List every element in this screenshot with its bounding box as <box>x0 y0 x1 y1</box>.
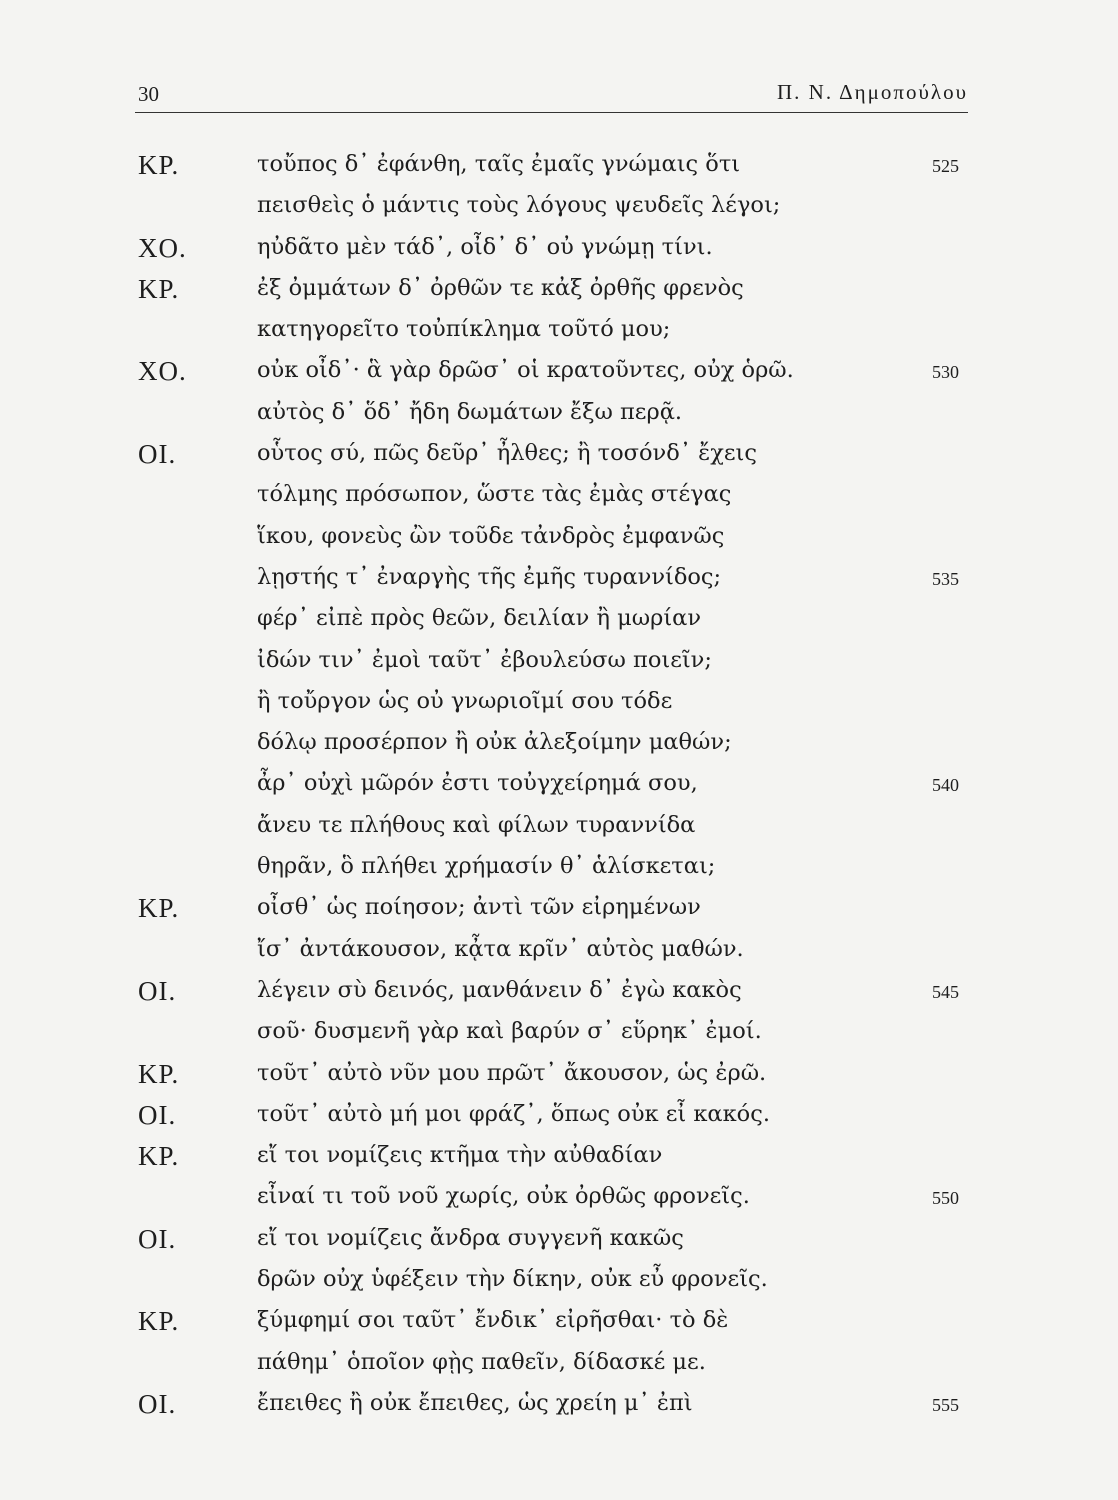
verse-text-line: οὐκ οἶδ᾽· ἃ γὰρ δρῶσ᾽ οἱ κρατοῦντες, οὐχ ὁρῶ. <box>257 357 794 384</box>
verse-line <box>0 604 1118 645</box>
speaker-label: ΟΙ. <box>138 1223 177 1254</box>
verse-line <box>0 728 1118 769</box>
verse-line <box>0 1017 1118 1058</box>
verse-text-line: τοῦτ᾽ αὐτὸ μή μοι φράζ᾽, ὅπως οὐκ εἶ κακός. <box>257 1100 770 1127</box>
verse-line <box>0 811 1118 852</box>
verse-text-line: ἐξ ὀμμάτων δ᾽ ὀρθῶν τε κἀξ ὀρθῆς φρενὸς <box>257 274 744 301</box>
verse-line <box>0 563 1118 604</box>
verse-text-line: κατηγορεῖτο τοὐπίκλημα τοῦτό μου; <box>257 316 671 343</box>
verse-line <box>0 150 1118 191</box>
line-number: 555 <box>932 1394 959 1415</box>
line-number: 525 <box>932 156 959 176</box>
verse-text-line: ἰδών τιν᾽ ἐμοὶ ταῦτ᾽ ἐβουλεύσω ποιεῖν; <box>257 646 712 673</box>
verse-line <box>0 1348 1118 1389</box>
verse-line <box>0 687 1118 728</box>
verse-line <box>0 274 1118 315</box>
verse-text-line: εἶναί τι τοῦ νοῦ χωρίς, οὐκ ὀρθῶς φρονεῖς. <box>257 1183 750 1210</box>
verse-line <box>0 976 1118 1017</box>
verse-text-line: αὐτὸς δ᾽ ὅδ᾽ ἤδη δωμάτων ἔξω περᾷ. <box>257 398 683 425</box>
verse-text-line: δρῶν οὐχ ὑφέξειν τὴν δίκην, οὐκ εὖ φρονεῖς. <box>257 1266 768 1293</box>
line-number: 530 <box>932 362 959 383</box>
verse-line <box>0 769 1118 810</box>
speaker-label: ΚΡ. <box>138 1058 180 1089</box>
verse-text <box>0 150 1118 1430</box>
verse-text-line: λῃστής τ᾽ ἐναργὴς τῆς ἐμῆς τυραννίδος; <box>257 563 722 590</box>
verse-text-line: ηὐδᾶτο μὲν τάδ᾽, οἶδ᾽ δ᾽ οὐ γνώμῃ τίνι. <box>257 233 713 260</box>
speaker-label: ΟΙ. <box>138 975 177 1006</box>
verse-line <box>0 233 1118 274</box>
verse-text-line: ἢ τοὔργον ὡς οὐ γνωριοῖμί σου τόδε <box>257 687 673 714</box>
verse-line <box>0 480 1118 521</box>
verse-line <box>0 1100 1118 1141</box>
speaker-label: ΚΡ. <box>138 893 180 924</box>
verse-text-line: ἄνευ τε πλήθους καὶ φίλων τυραννίδα <box>257 811 696 838</box>
verse-line <box>0 646 1118 687</box>
verse-line <box>0 439 1118 480</box>
verse-line <box>0 1389 1118 1430</box>
verse-text-line: τοὔπος δ᾽ ἐφάνθη, ταῖς ἐμαῖς γνώμαις ὅτι <box>257 151 741 177</box>
verse-text-line: ἴσ᾽ ἀντάκουσον, κᾆτα κρῖν᾽ αὐτὸς μαθών. <box>257 935 744 962</box>
verse-text-line: ἆρ᾽ οὐχὶ μῶρόν ἐστι τοὐγχείρημά σου, <box>257 770 698 797</box>
line-number: 550 <box>932 1188 959 1209</box>
verse-line <box>0 191 1118 232</box>
running-head: Π. Ν. Δημοπούλου <box>777 80 968 104</box>
verse-text-line: ἔπειθες ἢ οὐκ ἔπειθες, ὡς χρείη μ᾽ ἐπὶ <box>257 1389 693 1416</box>
verse-text-line: οὗτος σύ, πῶς δεῦρ᾽ ἦλθες; ἢ τοσόνδ᾽ ἔχεις <box>257 440 757 467</box>
verse-text-line: θηρᾶν, ὃ πλήθει χρήμασίν θ᾽ ἁλίσκεται; <box>257 853 716 880</box>
verse-line <box>0 1141 1118 1182</box>
verse-line <box>0 1182 1118 1223</box>
verse-text-line: σοῦ· δυσμενῆ γὰρ καὶ βαρύν σ᾽ εὕρηκ᾽ ἐμοί. <box>257 1018 762 1045</box>
verse-line <box>0 893 1118 934</box>
line-number: 545 <box>932 981 959 1002</box>
verse-text-line: εἴ τοι νομίζεις κτῆμα τὴν αὐθαδίαν <box>257 1142 663 1169</box>
verse-line <box>0 356 1118 397</box>
speaker-label: ΧΟ. <box>138 356 187 387</box>
verse-text-line: πάθημ᾽ ὁποῖον φῂς παθεῖν, δίδασκέ με. <box>257 1348 706 1375</box>
verse-text-line: πεισθεὶς ὁ μάντις τοὺς λόγους ψευδεῖς λέγοι; <box>257 192 781 219</box>
verse-text-line: ἵκου, φονεὺς ὢν τοῦδε τἀνδρὸς ἐμφανῶς <box>257 522 725 549</box>
verse-text-line: ξύμφημί σοι ταῦτ᾽ ἔνδικ᾽ εἰρῆσθαι· τὸ δὲ <box>257 1307 729 1334</box>
speaker-label: ΟΙ. <box>138 439 177 470</box>
verse-text-line: λέγειν σὺ δεινός, μανθάνειν δ᾽ ἐγὼ κακὸς <box>257 976 742 1003</box>
speaker-label: ΚΡ. <box>138 273 180 304</box>
verse-line <box>0 935 1118 976</box>
verse-line <box>0 398 1118 439</box>
speaker-label: ΟΙ. <box>138 1099 177 1130</box>
verse-text-line: οἶσθ᾽ ὡς ποίησον; ἀντὶ τῶν εἰρημένων <box>257 894 701 921</box>
verse-text-line: τοῦτ᾽ αὐτὸ νῦν μου πρῶτ᾽ ἄκουσον, ὡς ἐρῶ. <box>257 1059 767 1086</box>
verse-text-line: δόλῳ προσέρπον ἢ οὐκ ἀλεξοίμην μαθών; <box>257 729 732 756</box>
speaker-label: ΟΙ. <box>138 1388 177 1419</box>
line-number: 540 <box>932 775 959 796</box>
verse-text-line: τόλμης πρόσωπον, ὥστε τὰς ἐμὰς στέγας <box>257 481 732 508</box>
verse-line <box>0 1059 1118 1100</box>
verse-text-line: εἴ τοι νομίζεις ἄνδρα συγγενῆ κακῶς <box>257 1224 684 1251</box>
verse-line <box>0 315 1118 356</box>
verse-line <box>0 1265 1118 1306</box>
header-rule <box>135 112 968 113</box>
speaker-label: ΚΡ. <box>138 150 180 180</box>
page-number: 30 <box>138 82 159 106</box>
speaker-label: ΧΟ. <box>138 232 187 263</box>
verse-line <box>0 1224 1118 1265</box>
speaker-label: ΚΡ. <box>138 1141 180 1172</box>
line-number: 535 <box>932 568 959 589</box>
speaker-label: ΚΡ. <box>138 1306 180 1337</box>
verse-line <box>0 1306 1118 1347</box>
verse-line <box>0 852 1118 893</box>
verse-text-line: φέρ᾽ εἰπὲ πρὸς θεῶν, δειλίαν ἢ μωρίαν <box>257 605 702 632</box>
verse-line <box>0 522 1118 563</box>
